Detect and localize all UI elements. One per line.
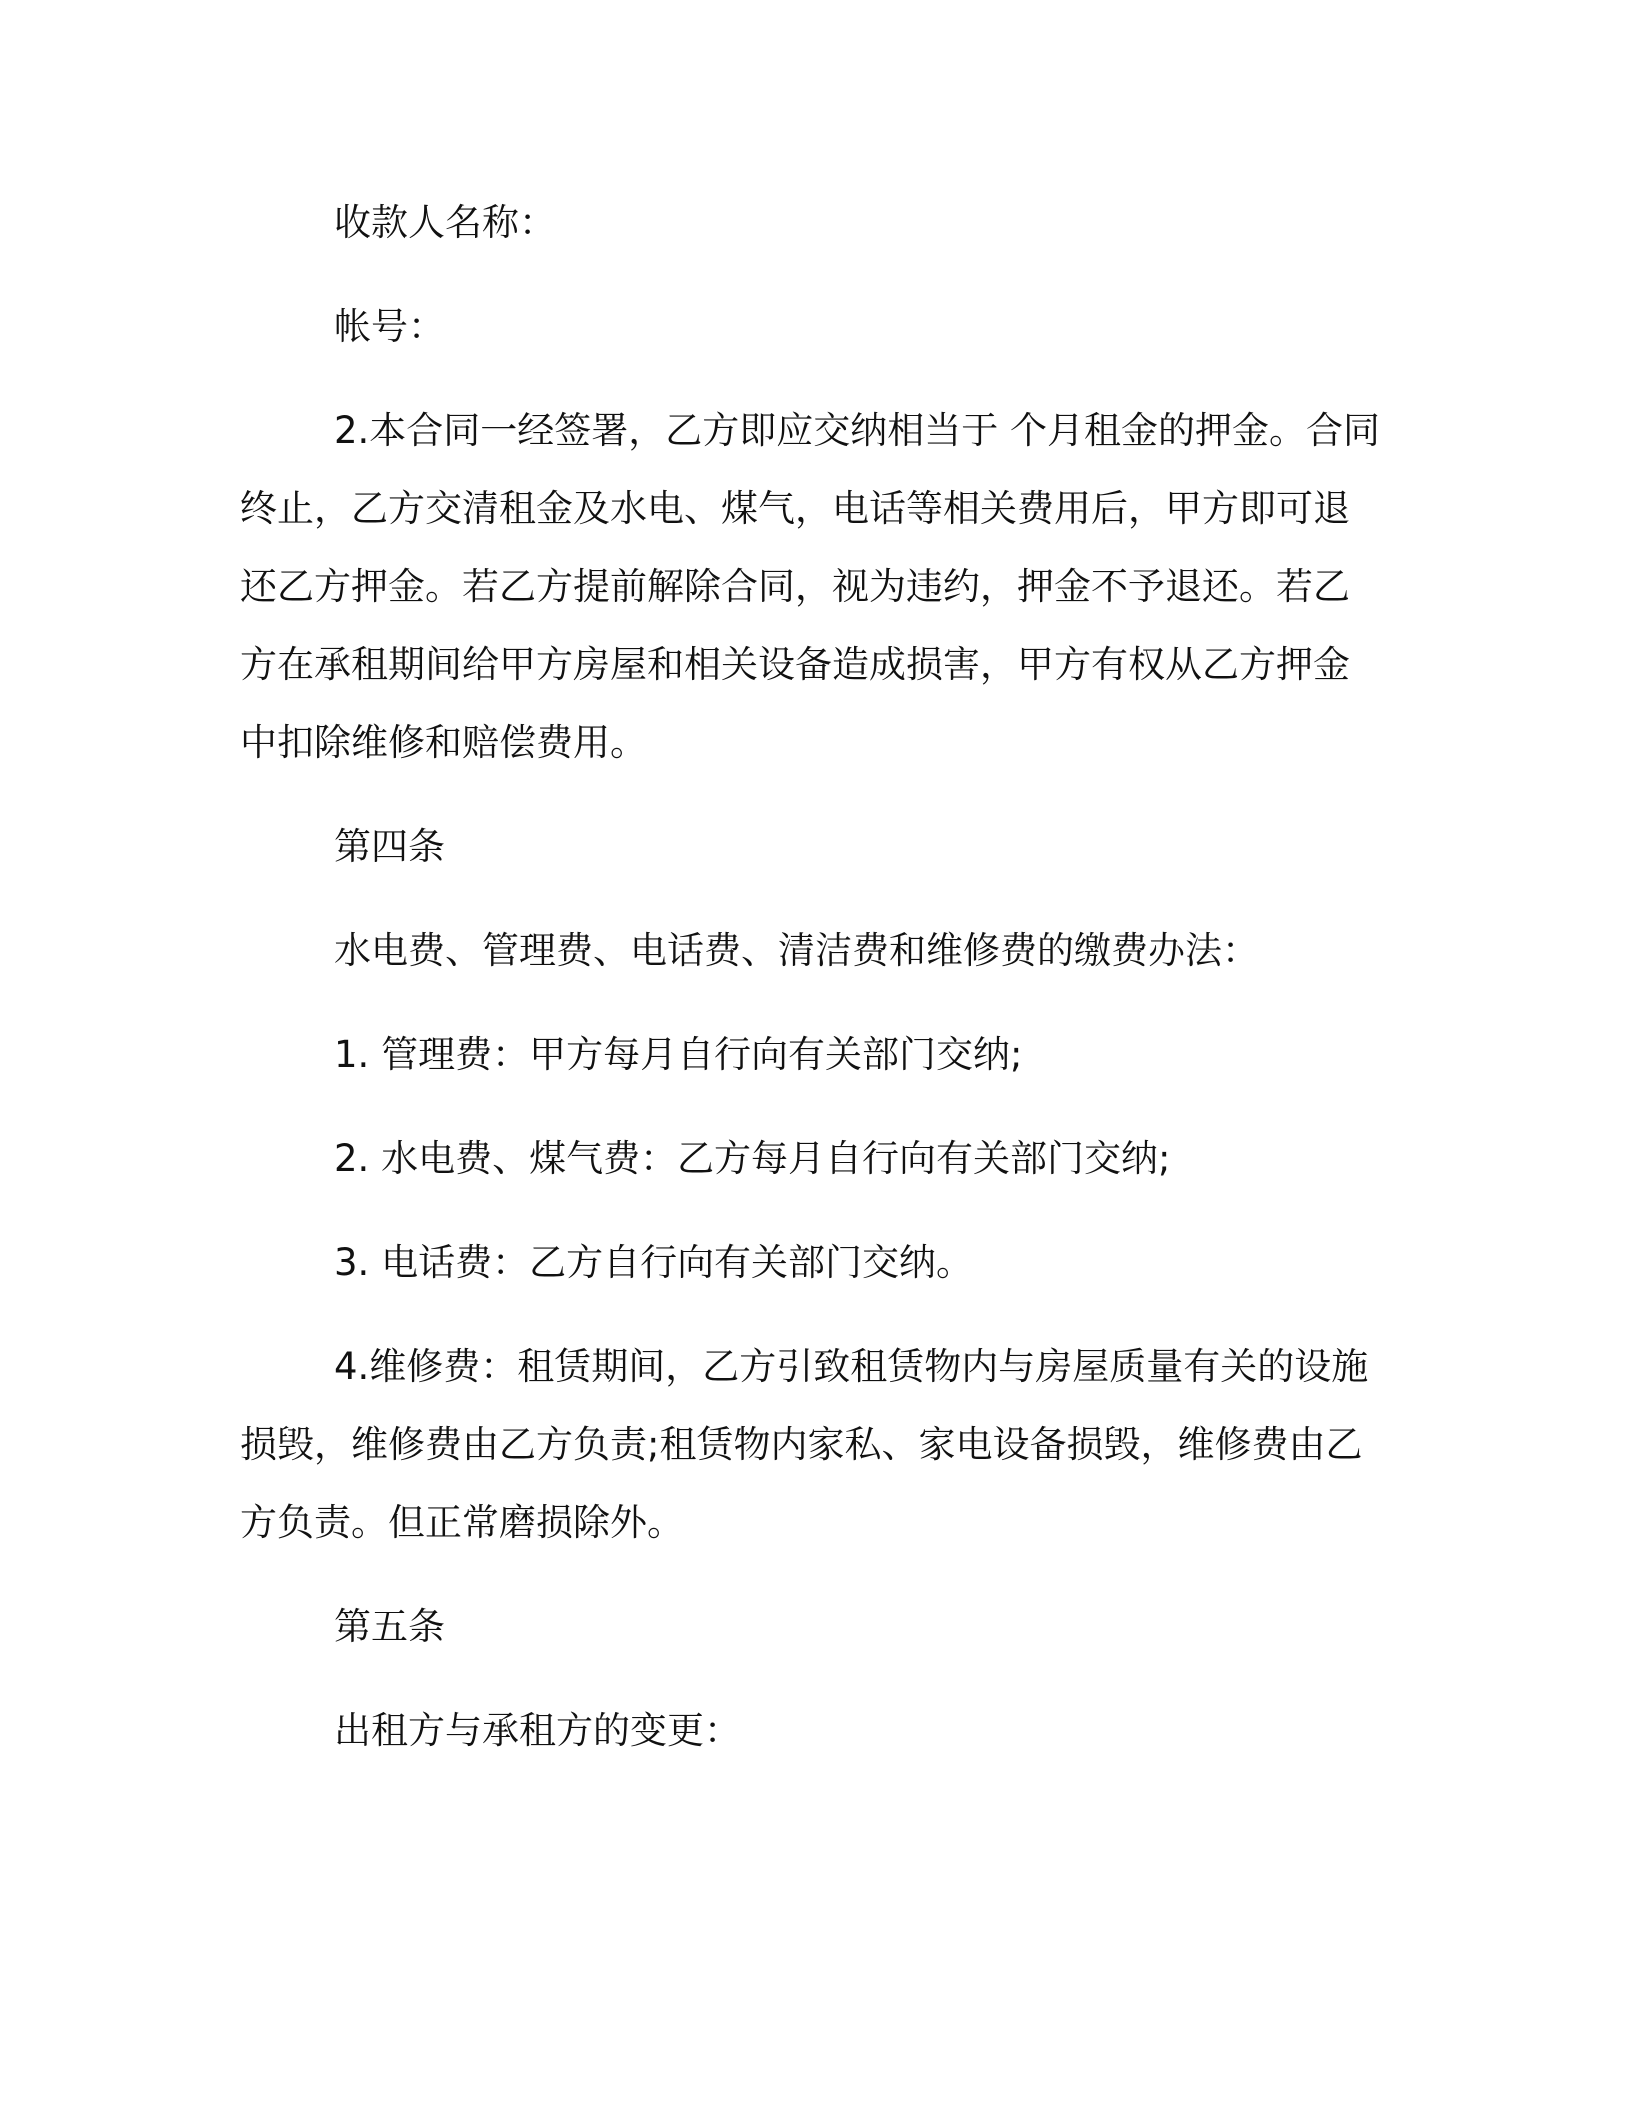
account-number-line: 帐号： bbox=[334, 305, 445, 348]
article-five-heading: 第五条 bbox=[334, 1605, 445, 1648]
management-fee-item: 1. 管理费：甲方每月自行向有关部门交纳; bbox=[334, 1033, 1023, 1076]
telephone-fee-item: 3. 电话费：乙方自行向有关部门交纳。 bbox=[334, 1241, 974, 1284]
party-change-heading: 出租方与承租方的变更： bbox=[334, 1709, 741, 1752]
deposit-clause-paragraph: 2.本合同一经签署，乙方即应交纳相当于 个月租金的押金。合同终止，乙方交清租金及水电、煤气，电话等相关费用后，甲方即可退还乙方押金。若乙方提前解除合同，视为违约，押金不予退还。若乙方在承租期间给甲方房屋和相关设备造成损害，甲方有权从乙方押金中扣除维修和赔偿费用。 bbox=[240, 409, 1381, 764]
maintenance-fee-paragraph: 4.维修费：租赁期间，乙方引致租赁物内与房屋质量有关的设施损毁，维修费由乙方负责;租赁物内家私、家电设备损毁，维修费由乙方负责。但正常磨损除外。 bbox=[240, 1345, 1369, 1544]
document-body bbox=[240, 184, 1385, 1770]
fee-payment-method-heading: 水电费、管理费、电话费、清洁费和维修费的缴费办法： bbox=[334, 929, 1259, 972]
utility-fee-item: 2. 水电费、煤气费：乙方每月自行向有关部门交纳; bbox=[334, 1137, 1171, 1180]
payee-name-line: 收款人名称： bbox=[334, 201, 556, 244]
article-four-heading: 第四条 bbox=[334, 825, 445, 868]
